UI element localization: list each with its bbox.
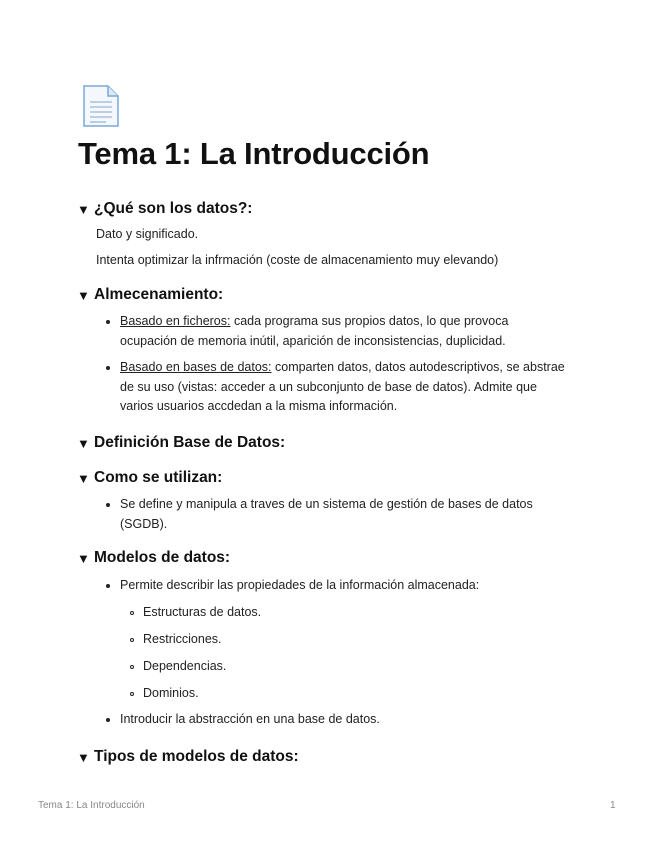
- heading-text: Modelos de datos:: [94, 549, 231, 566]
- list-item-text: Se define y manipula a traves de un sistema de gestión de bases de datos: [120, 497, 533, 511]
- toggle-triangle-icon[interactable]: ▼: [77, 435, 90, 451]
- underlined-term: Basado en bases de datos:: [120, 360, 272, 374]
- list-item: Permite describir las propiedades de la información almacenada:: [120, 578, 480, 592]
- sub-list-item: Restricciones.: [143, 632, 222, 646]
- toggle-heading-definicion[interactable]: [77, 434, 285, 452]
- heading-text: Definición Base de Datos:: [94, 434, 286, 451]
- toggle-triangle-icon[interactable]: ▼: [77, 201, 90, 217]
- bullet-dot: [106, 584, 110, 588]
- toggle-heading-almacenamiento[interactable]: [77, 286, 223, 304]
- toggle-heading-utilizan[interactable]: [77, 469, 222, 487]
- document-icon: [80, 84, 122, 128]
- toggle-triangle-icon[interactable]: ▼: [77, 470, 90, 486]
- paragraph: Intenta optimizar la infrmación (coste de almacenamiento muy elevando): [96, 253, 499, 267]
- toggle-triangle-icon[interactable]: ▼: [77, 550, 90, 566]
- toggle-heading-tipos[interactable]: [77, 748, 299, 766]
- list-item-text: ocupación de memoria inútil, aparición de inconsistencias, duplicidad.: [120, 333, 506, 348]
- list-item-text: varios usuarios accdedan a la misma información.: [120, 399, 398, 413]
- paragraph: Dato y significado.: [96, 227, 199, 241]
- heading-text: Tipos de modelos de datos:: [94, 748, 299, 765]
- heading-text: Almecenamiento:: [94, 286, 224, 303]
- list-item: [120, 358, 590, 417]
- bullet-dot: [106, 366, 110, 370]
- heading-text: ¿Qué son los datos?:: [94, 200, 253, 217]
- bullet-dot: [106, 320, 110, 324]
- toggle-heading-datos[interactable]: [77, 200, 252, 218]
- list-item-text: de su uso (vistas: acceder a un subconjunto de base de datos). Admite que: [120, 379, 537, 394]
- toggle-triangle-icon[interactable]: ▼: [77, 749, 90, 765]
- list-item: [120, 495, 590, 534]
- sub-bullet-circle: [130, 638, 134, 642]
- list-item: [120, 312, 590, 351]
- list-item-text: (SGDB).: [120, 516, 168, 531]
- sub-list-item: Dependencias.: [143, 659, 227, 673]
- page-number: 1: [610, 800, 616, 811]
- sub-bullet-circle: [130, 665, 134, 669]
- sub-bullet-circle: [130, 692, 134, 696]
- sub-bullet-circle: [130, 611, 134, 615]
- bullet-dot: [106, 503, 110, 507]
- sub-list-item: Estructuras de datos.: [143, 605, 262, 619]
- heading-text: Como se utilizan:: [94, 469, 223, 486]
- list-item-text: comparten datos, datos autodescriptivos, se abstrae: [271, 360, 565, 374]
- toggle-triangle-icon[interactable]: ▼: [77, 287, 90, 303]
- footer-title: Tema 1: La Introducción: [38, 800, 145, 811]
- sub-list-item: Dominios.: [143, 686, 199, 700]
- bullet-dot: [106, 718, 110, 722]
- list-item: Introducir la abstracción en una base de datos.: [120, 712, 380, 726]
- list-item-text: cada programa sus propios datos, lo que provoca: [230, 314, 509, 328]
- underlined-term: Basado en ficheros:: [120, 314, 231, 328]
- toggle-heading-modelos[interactable]: [77, 549, 230, 567]
- page-title: Tema 1: La Introducción: [78, 136, 430, 171]
